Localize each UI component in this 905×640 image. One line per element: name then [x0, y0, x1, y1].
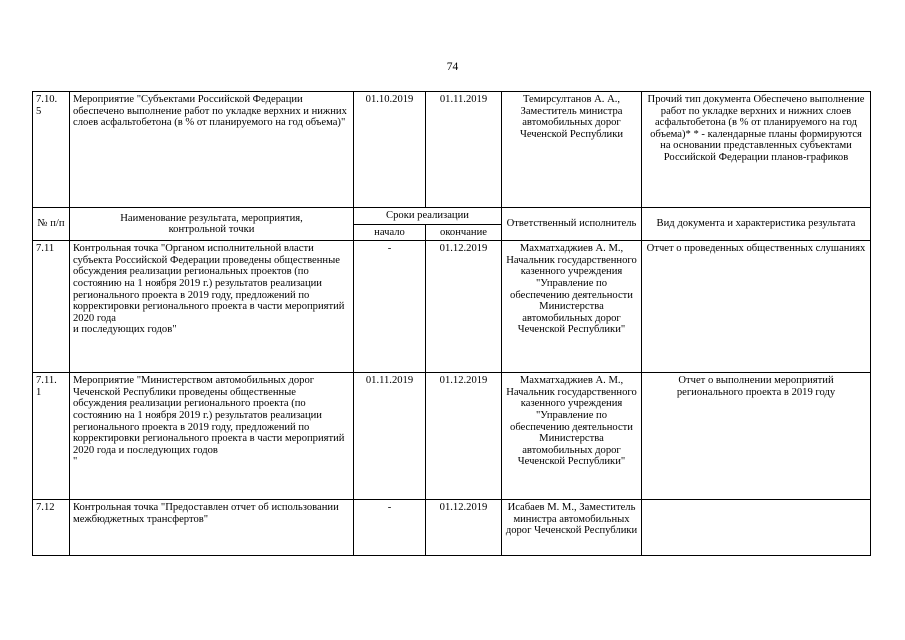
row-start-date: 01.10.2019	[354, 92, 426, 208]
header-end: окончание	[426, 224, 502, 241]
row-responsible: Исабаев М. М., Заместитель министра автомобильных дорог Чеченской Республики	[502, 500, 642, 556]
row-document: Отчет о выполнении мероприятий регионального проекта в 2019 году	[642, 373, 871, 500]
row-start-date: 01.11.2019	[354, 373, 426, 500]
row-responsible: Махматхаджиев А. М., Начальник государственного казенного учреждения "Управление по обеспечению деятельности Министерства автомобильных дорог Чеченской Республики"	[502, 373, 642, 500]
header-responsible: Ответственный исполнитель	[502, 208, 642, 241]
row-end-date: 01.12.2019	[426, 241, 502, 373]
header-document: Вид документа и характеристика результата	[642, 208, 871, 241]
table-row	[33, 92, 871, 208]
row-number: 7.10. 5	[33, 92, 70, 208]
header-number: № п/п	[33, 208, 70, 241]
row-name: Мероприятие "Министерством автомобильных дорог Чеченской Республики проведены общественные обсуждения реализации регионального проекта (по состоянию на 1 ноября 2019 г.) результатов реализации регионального проекта в 2019 году, предложений по корректировки регионального проекта в части мероприятий 2020 года и последующих годов "	[70, 373, 354, 500]
row-start-date: -	[354, 241, 426, 373]
row-responsible: Темирсултанов А. А., Заместитель министра автомобильных дорог Чеченской Республики	[502, 92, 642, 208]
header-period: Сроки реализации	[354, 208, 502, 225]
page-number: 74	[446, 61, 459, 73]
row-document: Прочий тип документа Обеспечено выполнение работ по укладке верхних и нижних слоев асфальтобетона (в % от планируемого на год объема)* * - календарные планы формируются на основании представленных субъектами Российской Федерации планов-графиков	[642, 92, 871, 208]
row-name: Контрольная точка "Предоставлен отчет об использовании межбюджетных трансфертов"	[70, 500, 354, 556]
header-name: Наименование результата, мероприятия, контрольной точки	[70, 208, 354, 241]
table-row	[33, 373, 871, 500]
row-document: Отчет о проведенных общественных слушаниях	[642, 241, 871, 373]
row-number: 7.11. 1	[33, 373, 70, 500]
table-header-row	[33, 208, 871, 225]
row-responsible: Махматхаджиев А. М., Начальник государственного казенного учреждения "Управление по обеспечению деятельности Министерства автомобильных дорог Чеченской Республики"	[502, 241, 642, 373]
row-name: Мероприятие "Субъектами Российской Федерации обеспечено выполнение работ по укладке верхних и нижних слоев асфальтобетона (в % от планируемого на год объема)"	[70, 92, 354, 208]
table-row	[33, 500, 871, 556]
row-number: 7.11	[33, 241, 70, 373]
row-end-date: 01.12.2019	[426, 373, 502, 500]
row-number: 7.12	[33, 500, 70, 556]
header-start: начало	[354, 224, 426, 241]
row-end-date: 01.12.2019	[426, 500, 502, 556]
table-row	[33, 241, 871, 373]
row-start-date: -	[354, 500, 426, 556]
row-document	[642, 500, 871, 556]
row-end-date: 01.11.2019	[426, 92, 502, 208]
project-plan-table	[32, 91, 871, 556]
row-name: Контрольная точка "Органом исполнительной власти субъекта Российской Федерации проведены общественные обсуждения реализации региональных проектов (по состоянию на 1 ноября 2019 г.) результатов реализации регионального проекта в 2019 году, предложений по корректировки регионального проекта в части мероприятий 2020 года и последующих годов"	[70, 241, 354, 373]
